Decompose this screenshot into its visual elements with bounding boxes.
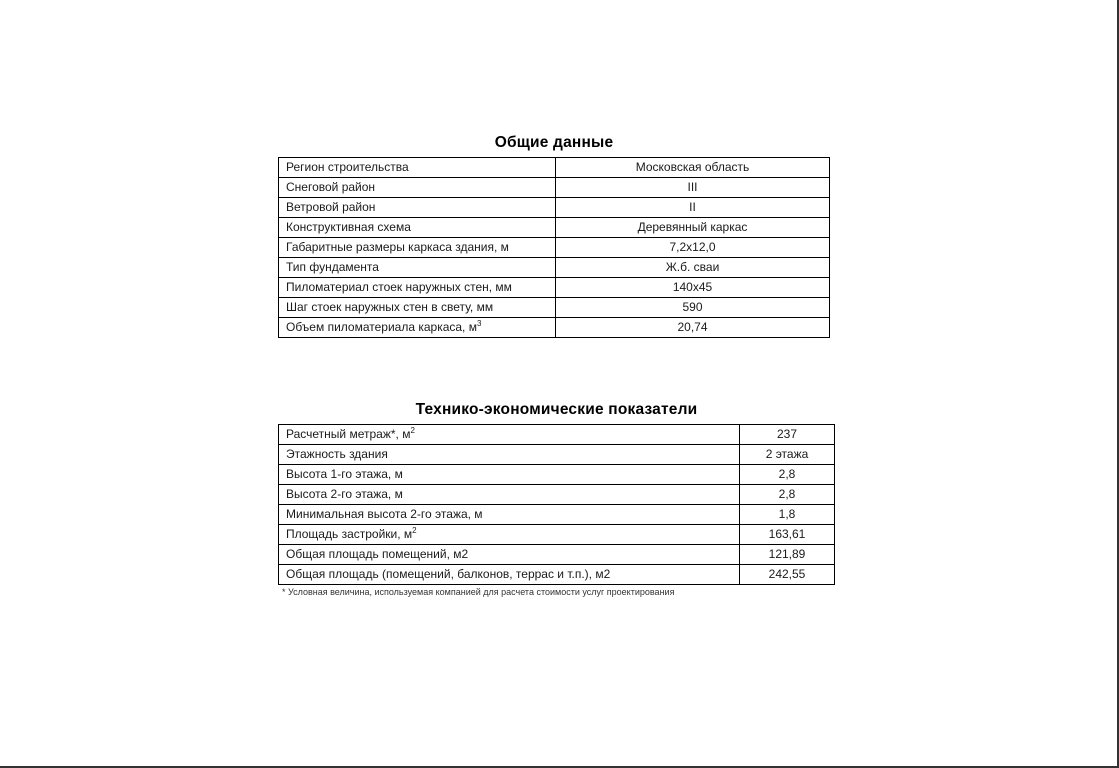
table-row <box>279 505 835 525</box>
row-value: 2,8 <box>740 465 835 485</box>
row-label <box>279 318 556 338</box>
row-label-text: Расчетный метраж*, м <box>286 426 411 441</box>
row-value: 140х45 <box>556 278 830 298</box>
row-value: 1,8 <box>740 505 835 525</box>
general-data-table-title: Общие данные <box>494 134 614 151</box>
row-label-superscript: 2 <box>410 425 415 435</box>
row-value: II <box>556 198 830 218</box>
row-value: 242,55 <box>740 565 835 585</box>
row-value: 237 <box>740 425 835 445</box>
row-label-text: Площадь застройки, м <box>286 526 413 541</box>
row-value: Деревянный каркас <box>556 218 830 238</box>
table-row <box>279 238 830 258</box>
row-label: Снеговой район <box>279 178 556 198</box>
row-value: 163,61 <box>740 525 835 545</box>
table-row <box>279 485 835 505</box>
indicators-table-title: Технико-экономические показатели <box>415 401 698 418</box>
row-value: 7,2х12,0 <box>556 238 830 258</box>
table-row <box>279 445 835 465</box>
row-label: Шаг стоек наружных стен в свету, мм <box>279 298 556 318</box>
table-row <box>279 565 835 585</box>
row-label-superscript: 3 <box>476 318 482 328</box>
row-label: Ветровой район <box>279 198 556 218</box>
row-label: Высота 2-го этажа, м <box>279 485 740 505</box>
table-row <box>279 545 835 565</box>
row-value: 121,89 <box>740 545 835 565</box>
row-label: Минимальная высота 2-го этажа, м <box>279 505 740 525</box>
table-row <box>279 198 830 218</box>
row-label: Габаритные размеры каркаса здания, м <box>279 238 556 258</box>
row-value: Ж.б. сваи <box>556 258 830 278</box>
row-value: Московская область <box>556 158 830 178</box>
row-label <box>279 525 740 545</box>
row-value: 2,8 <box>740 485 835 505</box>
footnote: * Условная величина, используемая компанией для расчета стоимости услуг проектирования <box>282 587 675 597</box>
row-value: III <box>556 178 830 198</box>
row-label: Общая площадь помещений, м2 <box>279 545 740 565</box>
row-label-superscript: 2 <box>412 525 417 535</box>
row-value: 590 <box>556 298 830 318</box>
row-label: Регион строительства <box>279 158 556 178</box>
row-label: Общая площадь (помещений, балконов, террас и т.п.), м2 <box>279 565 740 585</box>
row-label: Высота 1-го этажа, м <box>279 465 740 485</box>
row-value: 20,74 <box>556 318 830 338</box>
table-row <box>279 465 835 485</box>
indicators-table <box>278 424 835 585</box>
row-label <box>279 425 740 445</box>
row-label-text: Объем пиломатериала каркаса, м <box>286 319 477 334</box>
table-row <box>279 525 835 545</box>
general-data-table <box>278 157 830 338</box>
table-row <box>279 178 830 198</box>
table-row <box>279 318 830 338</box>
row-label: Конструктивная схема <box>279 218 556 238</box>
table-row <box>279 258 830 278</box>
table-row <box>279 158 830 178</box>
table-row <box>279 425 835 445</box>
table-row <box>279 278 830 298</box>
row-label: Этажность здания <box>279 445 740 465</box>
row-label: Пиломатериал стоек наружных стен, мм <box>279 278 556 298</box>
table-row <box>279 298 830 318</box>
row-label: Тип фундамента <box>279 258 556 278</box>
table-row <box>279 218 830 238</box>
row-value: 2 этажа <box>740 445 835 465</box>
